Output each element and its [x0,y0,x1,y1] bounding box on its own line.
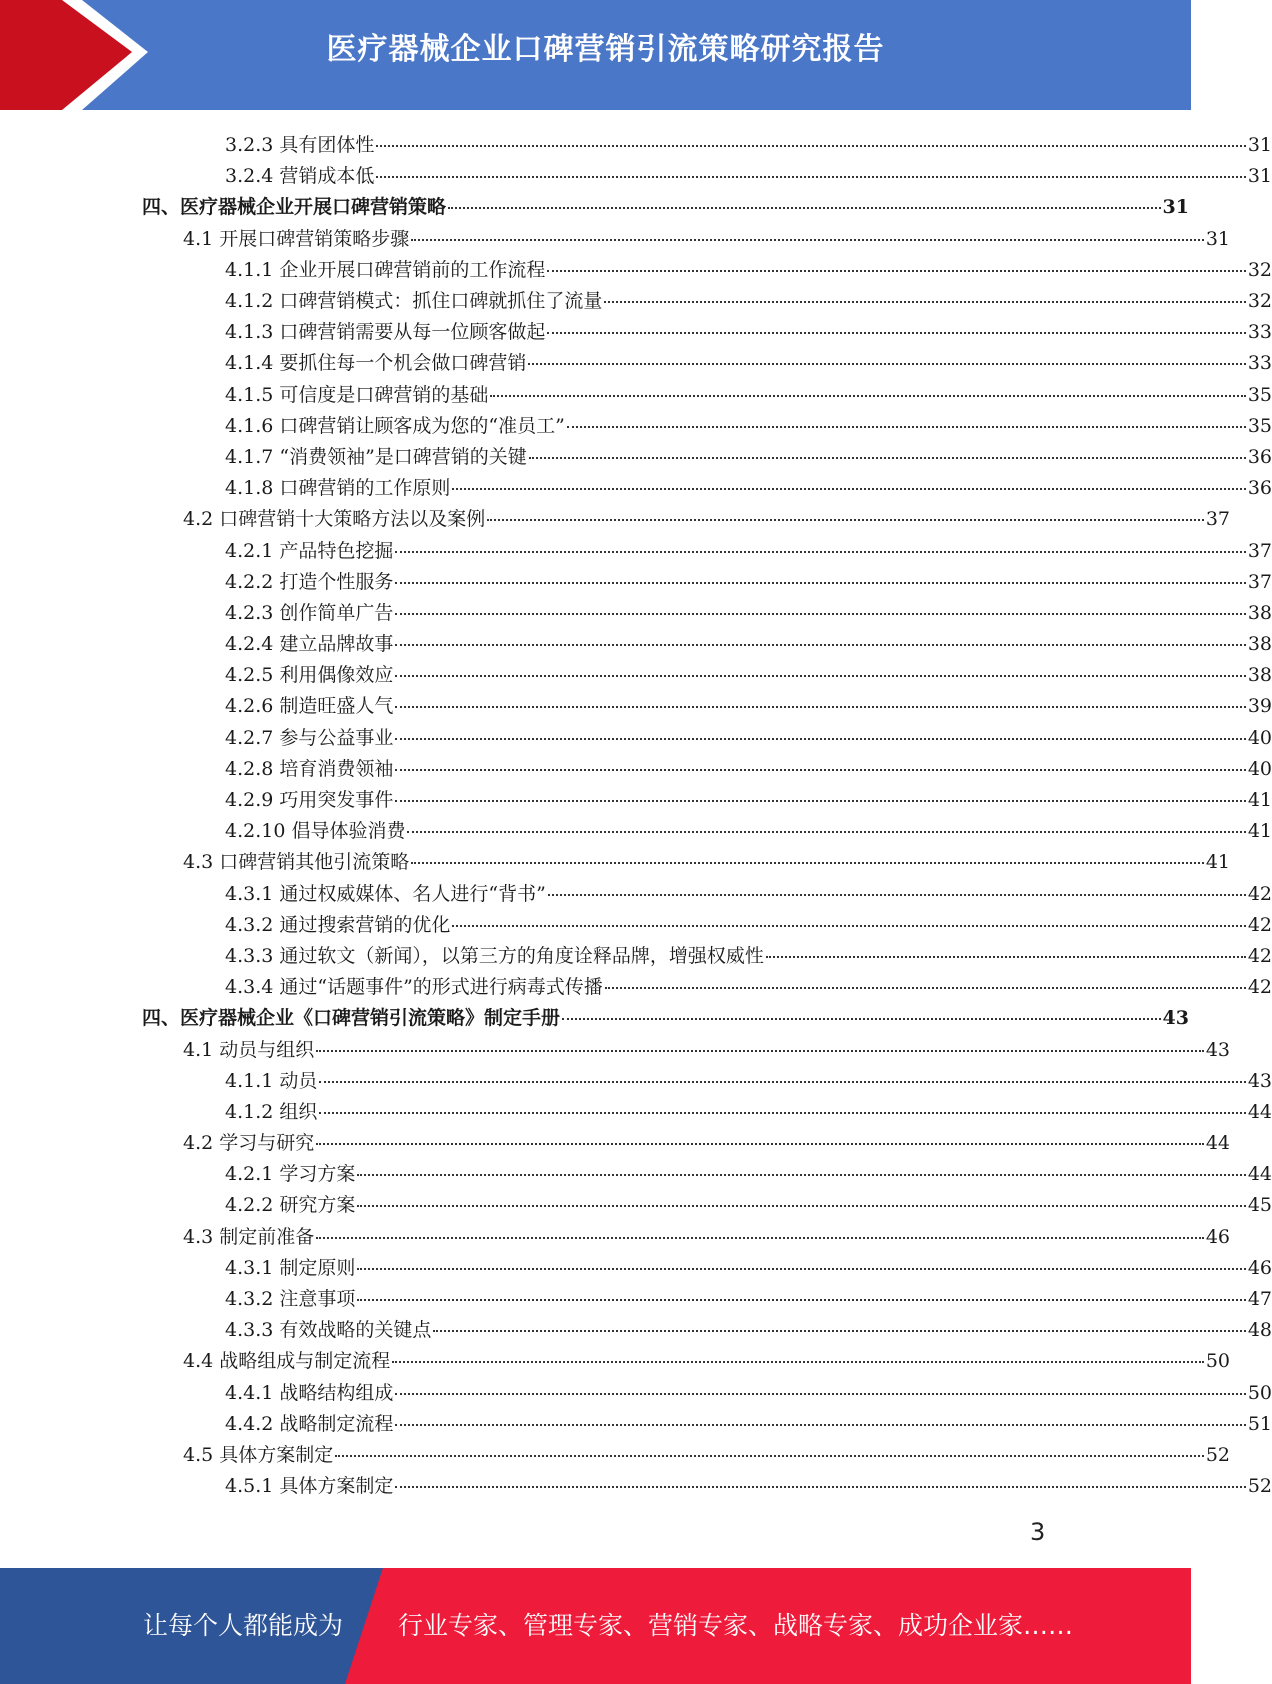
toc-entry-page: 52 [1205,1443,1230,1466]
footer-slogan-right: 行业专家、管理专家、营销专家、战略专家、成功企业家…… [398,1611,1074,1640]
toc-entry[interactable] [0,1438,1230,1469]
toc-dot-leader [528,363,1245,365]
toc-dot-leader [395,582,1245,584]
toc-entry[interactable] [0,596,1272,627]
toc-entry-page: 45 [1247,1194,1272,1217]
toc-entry-title: 4.2.5 利用偶像效应 [225,664,394,687]
toc-entry-title: 4.4.1 战略结构组成 [225,1381,394,1404]
toc-dot-leader [490,395,1245,397]
toc-entry-page: 41 [1247,789,1272,812]
toc-dot-leader [605,987,1246,989]
toc-dot-leader [319,1081,1245,1083]
toc-entry[interactable] [0,877,1272,908]
toc-entry-page: 37 [1247,539,1272,562]
toc-entry-page: 43 [1205,1038,1230,1061]
toc-dot-leader [357,1205,1245,1207]
toc-dot-leader [357,1299,1245,1301]
toc-entry-page: 31 [1162,196,1189,219]
toc-entry-title: 四、医疗器械企业《口碑营销引流策略》制定手册 [142,1007,561,1030]
toc-entry[interactable] [0,315,1272,346]
toc-entry-title: 4.2.7 参与公益事业 [225,726,394,749]
toc-entry[interactable] [0,783,1272,814]
toc-entry-title: 4.2.4 建立品牌故事 [225,633,394,656]
toc-entry[interactable] [0,253,1272,284]
toc-entry-page: 37 [1205,508,1230,531]
toc-entry-title: 3.2.3 具有团体性 [225,134,375,157]
toc-entry-title: 4.1.5 可信度是口碑营销的基础 [225,383,489,406]
toc-entry-page: 38 [1247,601,1272,624]
toc-entry-page: 31 [1247,134,1272,157]
toc-entry-title: 4.3 口碑营销其他引流策略 [183,851,410,874]
toc-entry-title: 3.2.4 营销成本低 [225,165,375,188]
toc-entry-title: 4.3.4 通过“话题事件”的形式进行病毒式传播 [225,976,603,999]
toc-entry-page: 39 [1247,695,1272,718]
toc-entry-page: 42 [1247,944,1272,967]
toc-entry[interactable] [0,502,1230,533]
toc-entry-page: 41 [1247,820,1272,843]
toc-entry[interactable] [0,845,1230,876]
toc-entry[interactable] [0,471,1272,502]
toc-entry-page: 42 [1247,882,1272,905]
toc-dot-leader [411,862,1204,864]
toc-entry[interactable] [0,1469,1272,1500]
toc-entry[interactable] [0,1032,1230,1063]
toc-entry[interactable] [0,159,1272,190]
toc-entry-page: 46 [1247,1256,1272,1279]
toc-entry-page: 44 [1247,1163,1272,1186]
toc-dot-leader [548,894,1246,896]
toc-entry-title: 4.1 动员与组织 [183,1038,315,1061]
toc-dot-leader [487,519,1204,521]
toc-dot-leader [316,1143,1204,1145]
toc-entry[interactable] [0,128,1272,159]
toc-entry-title: 4.3.1 制定原则 [225,1256,356,1279]
toc-entry-title: 4.1.1 动员 [225,1069,318,1092]
toc-entry-title: 4.1.2 口碑营销模式：抓住口碑就抓住了流量 [225,290,603,313]
toc-entry[interactable] [0,1188,1272,1219]
toc-entry-page: 32 [1247,258,1272,281]
toc-dot-leader [376,145,1245,147]
toc-dot-leader [395,706,1245,708]
toc-dot-leader [407,831,1245,833]
toc-entry-title: 4.5.1 具体方案制定 [225,1475,394,1498]
toc-entry-title: 4.2 学习与研究 [183,1132,315,1155]
toc-entry[interactable] [0,1407,1272,1438]
toc-entry[interactable] [0,1344,1230,1375]
toc-dot-leader [395,675,1245,677]
page-number: 3 [1030,1518,1046,1546]
toc-entry-title: 4.4.2 战略制定流程 [225,1412,394,1435]
toc-dot-leader [604,301,1245,303]
toc-entry-title: 4.2.6 制造旺盛人气 [225,695,394,718]
toc-entry[interactable] [0,908,1272,939]
toc-entry[interactable] [0,1126,1230,1157]
report-title: 医疗器械企业口碑营销引流策略研究报告 [326,32,885,67]
toc-entry-title: 4.1 开展口碑营销策略步骤 [183,227,410,250]
toc-entry-title: 4.3.3 有效战略的关键点 [225,1319,432,1342]
toc-entry-title: 4.2 口碑营销十大策略方法以及案例 [183,508,486,531]
toc-entry[interactable] [0,1095,1272,1126]
toc-entry[interactable] [0,190,1191,221]
toc-entry[interactable] [0,970,1272,1001]
page-footer [0,1568,1191,1684]
toc-dot-leader [766,956,1246,958]
toc-entry-page: 42 [1247,913,1272,936]
toc-entry-page: 33 [1247,321,1272,344]
toc-dot-leader [433,1330,1245,1332]
toc-entry-title: 4.1.7 “消费领袖”是口碑营销的关键 [225,445,527,468]
toc-entry-page: 35 [1247,414,1272,437]
toc-entry-page: 43 [1162,1007,1189,1030]
toc-entry-page: 40 [1247,757,1272,780]
toc-entry-title: 4.1.1 企业开展口碑营销前的工作流程 [225,258,546,281]
toc-entry-title: 4.2.1 产品特色挖掘 [225,539,394,562]
toc-dot-leader [562,1018,1161,1020]
toc-entry-title: 4.3.1 通过权威媒体、名人进行“背书” [225,882,546,905]
toc-entry-title: 4.1.4 要抓住每一个机会做口碑营销 [225,352,527,375]
toc-dot-leader [392,1361,1204,1363]
toc-entry-title: 4.1.2 组织 [225,1100,318,1123]
toc-dot-leader [529,457,1246,459]
toc-entry[interactable] [0,814,1272,845]
toc-entry[interactable] [0,1376,1272,1407]
toc-dot-leader [395,644,1245,646]
toc-dot-leader [316,1237,1204,1239]
toc-entry-title: 4.2.2 打造个性服务 [225,570,394,593]
page-header [0,0,1191,110]
toc-entry-page: 40 [1247,726,1272,749]
toc-entry-page: 50 [1247,1381,1272,1404]
toc-entry[interactable] [0,939,1272,970]
toc-entry-page: 35 [1247,383,1272,406]
toc-entry-title: 4.5 具体方案制定 [183,1443,334,1466]
toc-dot-leader [448,207,1161,209]
toc-entry-page: 44 [1247,1100,1272,1123]
toc-entry-page: 36 [1247,445,1272,468]
toc-entry[interactable] [0,1220,1230,1251]
toc-entry[interactable] [0,721,1272,752]
toc-dot-leader [395,738,1245,740]
toc-entry[interactable] [0,346,1272,377]
toc-dot-leader [567,426,1246,428]
toc-entry-page: 31 [1205,227,1230,250]
toc-entry-title: 4.1.8 口碑营销的工作原则 [225,477,451,500]
toc-entry-page: 31 [1247,165,1272,188]
toc-entry-page: 37 [1247,570,1272,593]
toc-entry[interactable] [0,378,1272,409]
toc-dot-leader [547,332,1245,334]
toc-entry-page: 47 [1247,1288,1272,1311]
toc-dot-leader [547,270,1245,272]
toc-entry-title: 4.2.9 巧用突发事件 [225,789,394,812]
toc-entry[interactable] [0,1157,1272,1188]
toc-entry-title: 4.2.8 培育消费领袖 [225,757,394,780]
toc-entry[interactable] [0,752,1272,783]
toc-entry-page: 32 [1247,290,1272,313]
toc-entry-title: 4.1.6 口碑营销让顾客成为您的“准员工” [225,414,565,437]
toc-entry-page: 36 [1247,477,1272,500]
toc-entry-page: 46 [1205,1225,1230,1248]
toc-dot-leader [319,1112,1245,1114]
toc-entry-title: 四、医疗器械企业开展口碑营销策略 [142,196,447,219]
footer-slogan-left: 让每个人都能成为 [143,1611,344,1640]
toc-entry[interactable] [0,1001,1191,1032]
toc-entry-title: 4.4 战略组成与制定流程 [183,1350,391,1373]
toc-entry[interactable] [0,658,1272,689]
toc-entry-title: 4.2.10 倡导体验消费 [225,820,406,843]
toc-entry[interactable] [0,440,1272,471]
toc-dot-leader [395,613,1245,615]
toc-dot-leader [395,1393,1245,1395]
toc-entry-page: 44 [1205,1132,1230,1155]
toc-entry-title: 4.2.3 创作简单广告 [225,601,394,624]
toc-entry[interactable] [0,284,1272,315]
toc-entry[interactable] [0,1064,1272,1095]
toc-entry-page: 43 [1247,1069,1272,1092]
toc-entry-title: 4.3 制定前准备 [183,1225,315,1248]
toc-dot-leader [395,800,1245,802]
toc-entry[interactable] [0,627,1272,658]
toc-entry-page: 50 [1205,1350,1230,1373]
toc-entry-page: 41 [1205,851,1230,874]
toc-entry[interactable] [0,1282,1272,1313]
toc-entry[interactable] [0,222,1230,253]
toc-dot-leader [357,1268,1245,1270]
toc-entry-title: 4.2.2 研究方案 [225,1194,356,1217]
toc-dot-leader [452,925,1245,927]
toc-entry-page: 48 [1247,1319,1272,1342]
toc-dot-leader [335,1455,1204,1457]
toc-entry-title: 4.3.3 通过软文（新闻），以第三方的角度诠释品牌，增强权威性 [225,944,764,967]
toc-entry[interactable] [0,689,1272,720]
toc-dot-leader [395,1424,1245,1426]
toc-entry-page: 33 [1247,352,1272,375]
toc-entry[interactable] [0,1313,1272,1344]
toc-entry-page: 38 [1247,633,1272,656]
toc-entry-title: 4.3.2 注意事项 [225,1288,356,1311]
toc-dot-leader [395,769,1245,771]
toc-entry-page: 38 [1247,664,1272,687]
toc-entry-title: 4.2.1 学习方案 [225,1163,356,1186]
toc-entry[interactable] [0,409,1272,440]
toc-entry-title: 4.1.3 口碑营销需要从每一位顾客做起 [225,321,546,344]
toc-entry[interactable] [0,533,1272,564]
toc-entry[interactable] [0,1251,1272,1282]
toc-entry[interactable] [0,565,1272,596]
toc-entry-title: 4.3.2 通过搜索营销的优化 [225,913,451,936]
table-of-contents [0,128,1272,1500]
toc-dot-leader [452,488,1245,490]
toc-dot-leader [395,1486,1245,1488]
toc-dot-leader [395,551,1245,553]
toc-entry-page: 51 [1247,1412,1272,1435]
toc-entry-page: 42 [1247,976,1272,999]
toc-dot-leader [411,239,1204,241]
toc-dot-leader [316,1050,1204,1052]
toc-dot-leader [376,176,1245,178]
toc-entry-page: 52 [1247,1475,1272,1498]
toc-dot-leader [357,1174,1245,1176]
